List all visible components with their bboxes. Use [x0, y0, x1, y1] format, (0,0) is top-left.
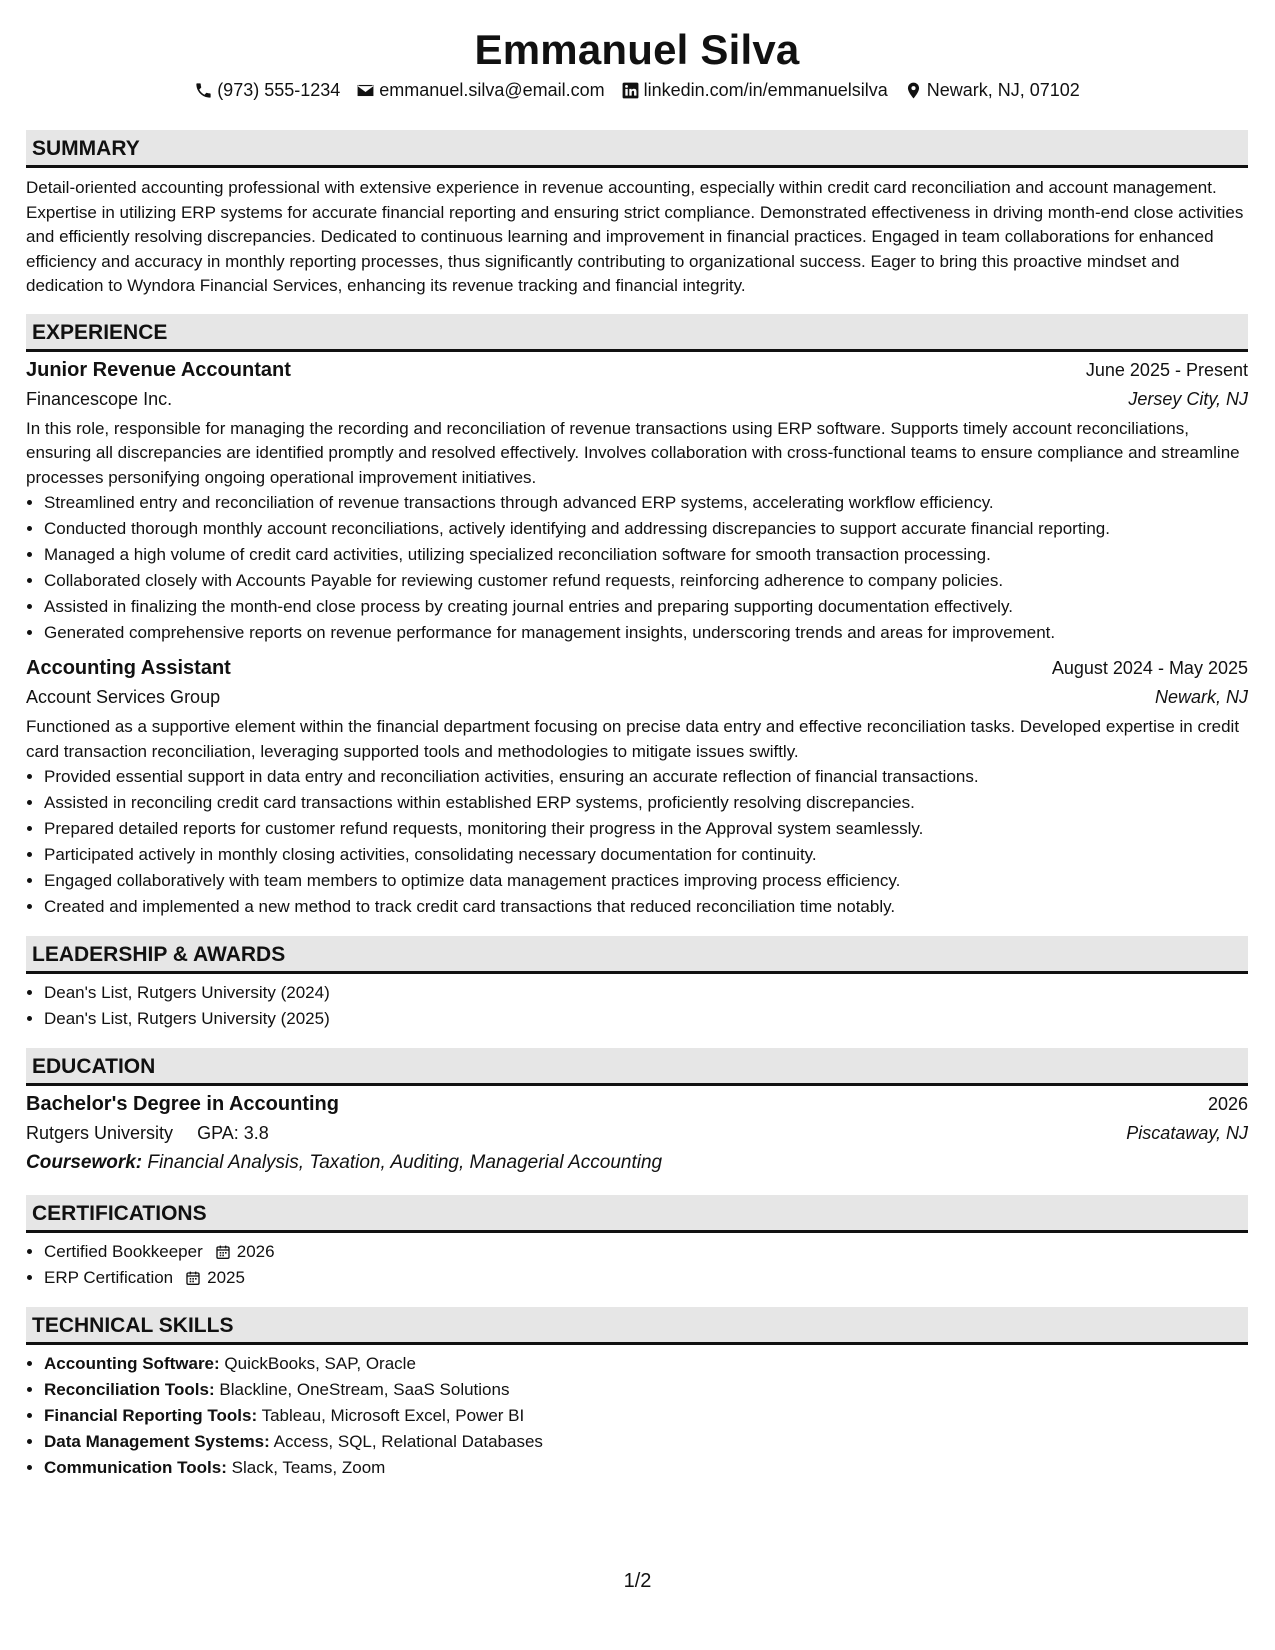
list-item: • Dean's List, Rutgers University (2025) [44, 1006, 1248, 1032]
education-gpa: GPA: 3.8 [197, 1123, 269, 1143]
list-item: • Participated actively in monthly closing activities, consolidating necessary documentation for continuity. [44, 842, 1248, 868]
education-coursework [26, 1148, 1248, 1177]
resume-content [26, 24, 1248, 1481]
job-entry [26, 356, 1248, 647]
education-degree-row [26, 1090, 1248, 1118]
education-section [26, 1048, 1248, 1177]
job-dates: August 2024 - May 2025 [1051, 658, 1248, 678]
skills-list [26, 1351, 1248, 1481]
linkedin-text[interactable]: linkedin.com/in/emmanuelsilva [643, 80, 888, 100]
awards-section [26, 936, 1248, 1032]
summary-text: Detail-oriented accounting professional with extensive experience in revenue accounting, especially within credit card reconciliation and account management. Expertise in utilizing ERP systems for accurate financial reporting and ensuring strict compliance. Demonstrated effectiveness in driving month-end close activities and efficiently resolving discrepancies. Dedicated to continuous learning and improvement in financial practices. Engaged in team collaborations for enhanced efficiency and accuracy in monthly reporting processes, thus significantly contributing to organizational success. Eager to bring this proactive mindset and dedication to Wyndora Financial Services, enhancing its revenue tracking and financial integrity. [26, 178, 1244, 295]
skill-label: Financial Reporting Tools: [44, 1406, 258, 1425]
job-company: Account Services Group [26, 687, 221, 707]
list-item [44, 1455, 1248, 1481]
certification-name: • ERP Certification [44, 1268, 174, 1287]
certifications-heading: CERTIFICATIONS [26, 1195, 1248, 1233]
list-item [44, 1351, 1248, 1377]
contact-linkedin[interactable] [621, 78, 888, 102]
linkedin-icon [621, 81, 640, 100]
certification-year: 2026 [236, 1242, 275, 1261]
education-degree: Bachelor's Degree in Accounting [26, 1093, 339, 1115]
certifications-list [26, 1239, 1248, 1291]
candidate-name: Emmanuel Silva [474, 26, 800, 73]
job-description: In this role, responsible for managing the recording and reconciliation of revenue transactions using ERP software. Supports timely account reconciliations, ensuring all discrepancies are identified promptly and resolved effectively. Involves collaboration with cross-functional teams to ensure compliance and streamline processes personifying ongoing operational improvement initiatives. [26, 418, 1240, 487]
education-heading: EDUCATION [26, 1048, 1248, 1086]
job-company: Financescope Inc. [26, 388, 173, 409]
list-item: • Streamlined entry and reconciliation of revenue transactions through advanced ERP systems, accelerating workflow efficiency. [44, 490, 1248, 516]
skill-value: QuickBooks, SAP, Oracle [224, 1354, 416, 1373]
job-company-row [26, 682, 1248, 712]
list-item [44, 1403, 1248, 1429]
list-item: • Collaborated closely with Accounts Payable for reviewing customer refund requests, reinforcing adherence to company policies. [44, 568, 1248, 594]
job-entry [26, 654, 1248, 920]
coursework-text: Financial Analysis, Taxation, Auditing, Managerial Accounting [147, 1152, 663, 1173]
calendar-icon [215, 1244, 231, 1260]
certification-year: 2025 [207, 1268, 245, 1287]
list-item: • Managed a high volume of credit card activities, utilizing specialized reconciliation software for smooth transaction processing. [44, 542, 1248, 568]
skill-value: Slack, Teams, Zoom [231, 1458, 386, 1477]
coursework-label: Coursework: [26, 1152, 143, 1173]
skill-label: Reconciliation Tools: [44, 1380, 215, 1399]
location-text: Newark, NJ, 07102 [926, 80, 1080, 100]
list-item: • Created and implemented a new method to track credit card transactions that reduced reconciliation time notably. [44, 894, 1248, 920]
awards-heading: LEADERSHIP & AWARDS [26, 936, 1248, 974]
job-title-row [26, 356, 1248, 384]
skill-value: Tableau, Microsoft Excel, Power BI [261, 1406, 525, 1425]
list-item [44, 1429, 1248, 1455]
job-location: Jersey City, NJ [1128, 388, 1248, 409]
education-school-row [26, 1118, 1248, 1148]
contact-bar [26, 78, 1248, 102]
skills-section [26, 1307, 1248, 1481]
envelope-icon [356, 81, 375, 100]
skill-label: Communication Tools: [44, 1458, 227, 1477]
education-location: Piscataway, NJ [1126, 1123, 1248, 1143]
job-bullets [26, 490, 1248, 646]
job-dates: June 2025 - Present [1085, 359, 1248, 380]
list-item: • Provided essential support in data entry and reconciliation activities, ensuring an accurate reflection of financial transactions. [44, 764, 1248, 790]
skill-value: Blackline, OneStream, SaaS Solutions [219, 1380, 510, 1399]
education-school-line [26, 1118, 269, 1148]
experience-section [26, 314, 1248, 921]
calendar-icon [185, 1270, 201, 1286]
list-item: • Dean's List, Rutgers University (2024) [44, 980, 1248, 1006]
education-school: Rutgers University [26, 1123, 174, 1143]
email-text[interactable]: emmanuel.silva@email.com [379, 80, 605, 100]
job-description: Functioned as a supportive element within the financial department focusing on precise data entry and effective reconciliation tasks. Developed expertise in credit card transaction reconciliation, leveraging supported tools and methodologies to mitigate issues swiftly. [26, 717, 1240, 761]
list-item: • Engaged collaboratively with team members to optimize data management practices improving process efficiency. [44, 868, 1248, 894]
list-item [44, 1265, 1248, 1291]
certifications-section [26, 1195, 1248, 1291]
summary-heading: SUMMARY [26, 130, 1248, 168]
job-title: Junior Revenue Accountant [26, 358, 291, 381]
skill-label: Data Management Systems: [44, 1432, 270, 1451]
awards-list [26, 980, 1248, 1032]
list-item: • Assisted in finalizing the month-end close process by creating journal entries and preparing supporting documentation effectively. [44, 594, 1248, 620]
list-item: • Conducted thorough monthly account reconciliations, actively identifying and addressing discrepancies to support accurate financial reporting. [44, 516, 1248, 542]
experience-heading: EXPERIENCE [26, 314, 1248, 352]
list-item: • Generated comprehensive reports on revenue performance for management insights, underscoring trends and areas for improvement. [44, 620, 1248, 646]
skills-heading: TECHNICAL SKILLS [26, 1307, 1248, 1345]
job-company-row [26, 384, 1248, 414]
job-location: Newark, NJ [1154, 687, 1248, 707]
list-item [44, 1239, 1248, 1265]
page-number: 1/2 [623, 1570, 652, 1592]
phone-text: (973) 555-1234 [217, 80, 341, 100]
job-bullets [26, 764, 1248, 920]
list-item: • Assisted in reconciling credit card transactions within established ERP systems, proficiently resolving discrepancies. [44, 790, 1248, 816]
map-pin-icon [904, 81, 923, 100]
job-title-row [26, 654, 1248, 682]
phone-icon [194, 81, 213, 100]
certification-name: • Certified Bookkeeper [44, 1242, 203, 1261]
contact-email[interactable] [356, 78, 604, 102]
job-title: Accounting Assistant [26, 657, 231, 679]
summary-section [26, 130, 1248, 299]
education-year: 2026 [1207, 1094, 1248, 1114]
list-item: • Prepared detailed reports for customer refund requests, monitoring their progress in the Approval system seamlessly. [44, 816, 1248, 842]
skill-value: Access, SQL, Relational Databases [273, 1432, 543, 1451]
contact-phone [194, 78, 340, 102]
list-item [44, 1377, 1248, 1403]
contact-location [904, 78, 1080, 102]
skill-label: Accounting Software: [44, 1354, 220, 1373]
